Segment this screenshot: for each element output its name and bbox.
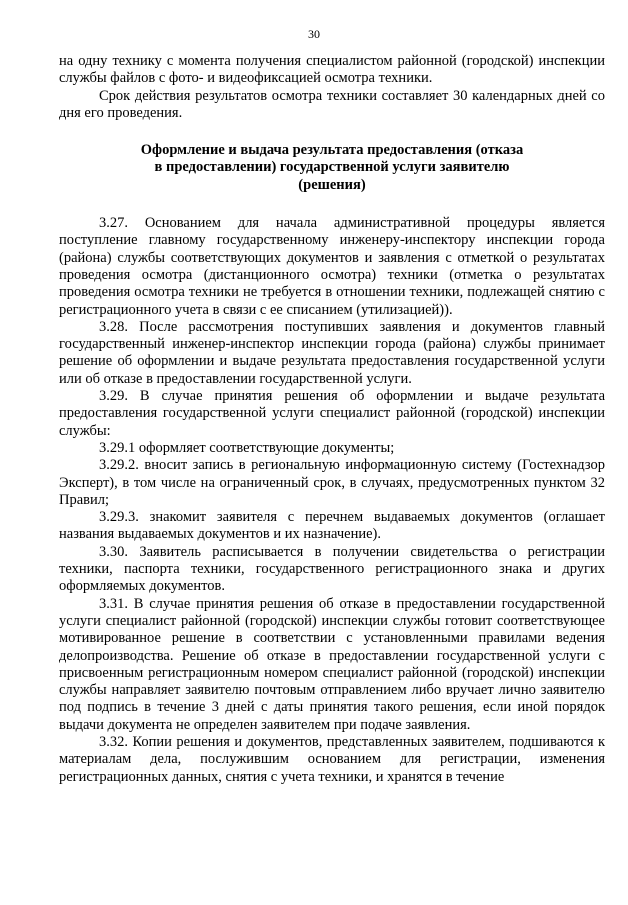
document-body xyxy=(59,53,605,786)
paragraph-validity-period: Срок действия результатов осмотра техники составляет 30 календарных дней со дня его проведения. xyxy=(59,87,605,121)
paragraph-3-28: 3.28. После рассмотрения поступивших заявления и документов главный государственный инженер-инспектор инспекции города (района) службы принимает решение об оформлении и выдаче результата предоставления государственной услуги или об отказе в предоставлении государственной услуги. xyxy=(59,318,605,387)
paragraph-continued: на одну технику с момента получения специалистом районной (городской) инспекции службы файлов с фото- и видеофиксацией осмотра техники. xyxy=(59,53,605,87)
paragraph-3-29-1: 3.29.1 оформляет соответствующие документы; xyxy=(99,439,395,456)
paragraph-3-32: 3.32. Копии решения и документов, представленных заявителем, подшиваются к материалам дела, послужившим основанием для регистрации, изменения регистрационных данных, снятия с учета техники, и хранятся в течение xyxy=(59,733,605,785)
paragraph-3-31: 3.31. В случае принятия решения об отказе в предоставлении государственной услуги специалист районной (городской) инспекции службы готовит соответствующее мотивированное решение в соответствии с установленными правилами ведения делопроизводства. Решение об отказе в предоставлении государственной услуги с присвоенным регистрационным номером специалист районной (городской) инспекции службы направляет заявителю почтовым отправлением либо вручает лично заявителю под подпись в течение 3 дней с даты принятия такого решения, если иной порядок выдачи документа не определен заявителем при подаче заявления. xyxy=(59,595,605,733)
section-heading xyxy=(59,142,605,194)
section-heading-line: в предоставлении) государственной услуги заявителю xyxy=(154,159,510,176)
paragraph-3-29: 3.29. В случае принятия решения об оформлении и выдаче результата предоставления государственной услуги специалист районной (городской) инспекции службы: xyxy=(59,388,605,439)
section-heading-line: (решения) xyxy=(298,176,366,193)
section-heading-line: Оформление и выдача результата предоставления (отказа xyxy=(140,142,524,159)
paragraph-3-29-2: 3.29.2. вносит запись в региональную информационную систему (Гостехнадзор Эксперт), в том числе на ограниченный срок, в случаях, предусмотренных пунктом 32 Правил; xyxy=(59,457,605,508)
paragraph-3-27: 3.27. Основанием для начала административной процедуры является поступление главному государственному инженеру-инспектору инспекции города (района) службы соответствующих документов и заявления с отметкой о результатах проведения осмотра (дистанционного осмотра) техники (отметка о результатах проведения осмотра техники не требуется в отношении техники, подлежащей снятию с регистрационного учета в связи с ее списанием (утилизацией)). xyxy=(59,215,605,318)
paragraph-3-30: 3.30. Заявитель расписывается в получении свидетельства о регистрации техники, паспорта техники, государственного регистрационного знака и других оформляемых документов. xyxy=(59,543,605,595)
paragraph-3-29-3: 3.29.3. знакомит заявителя с перечнем выдаваемых документов (оглашает названия выдаваемых документов и их назначение). xyxy=(59,509,605,543)
page-number: 30 xyxy=(308,27,320,41)
